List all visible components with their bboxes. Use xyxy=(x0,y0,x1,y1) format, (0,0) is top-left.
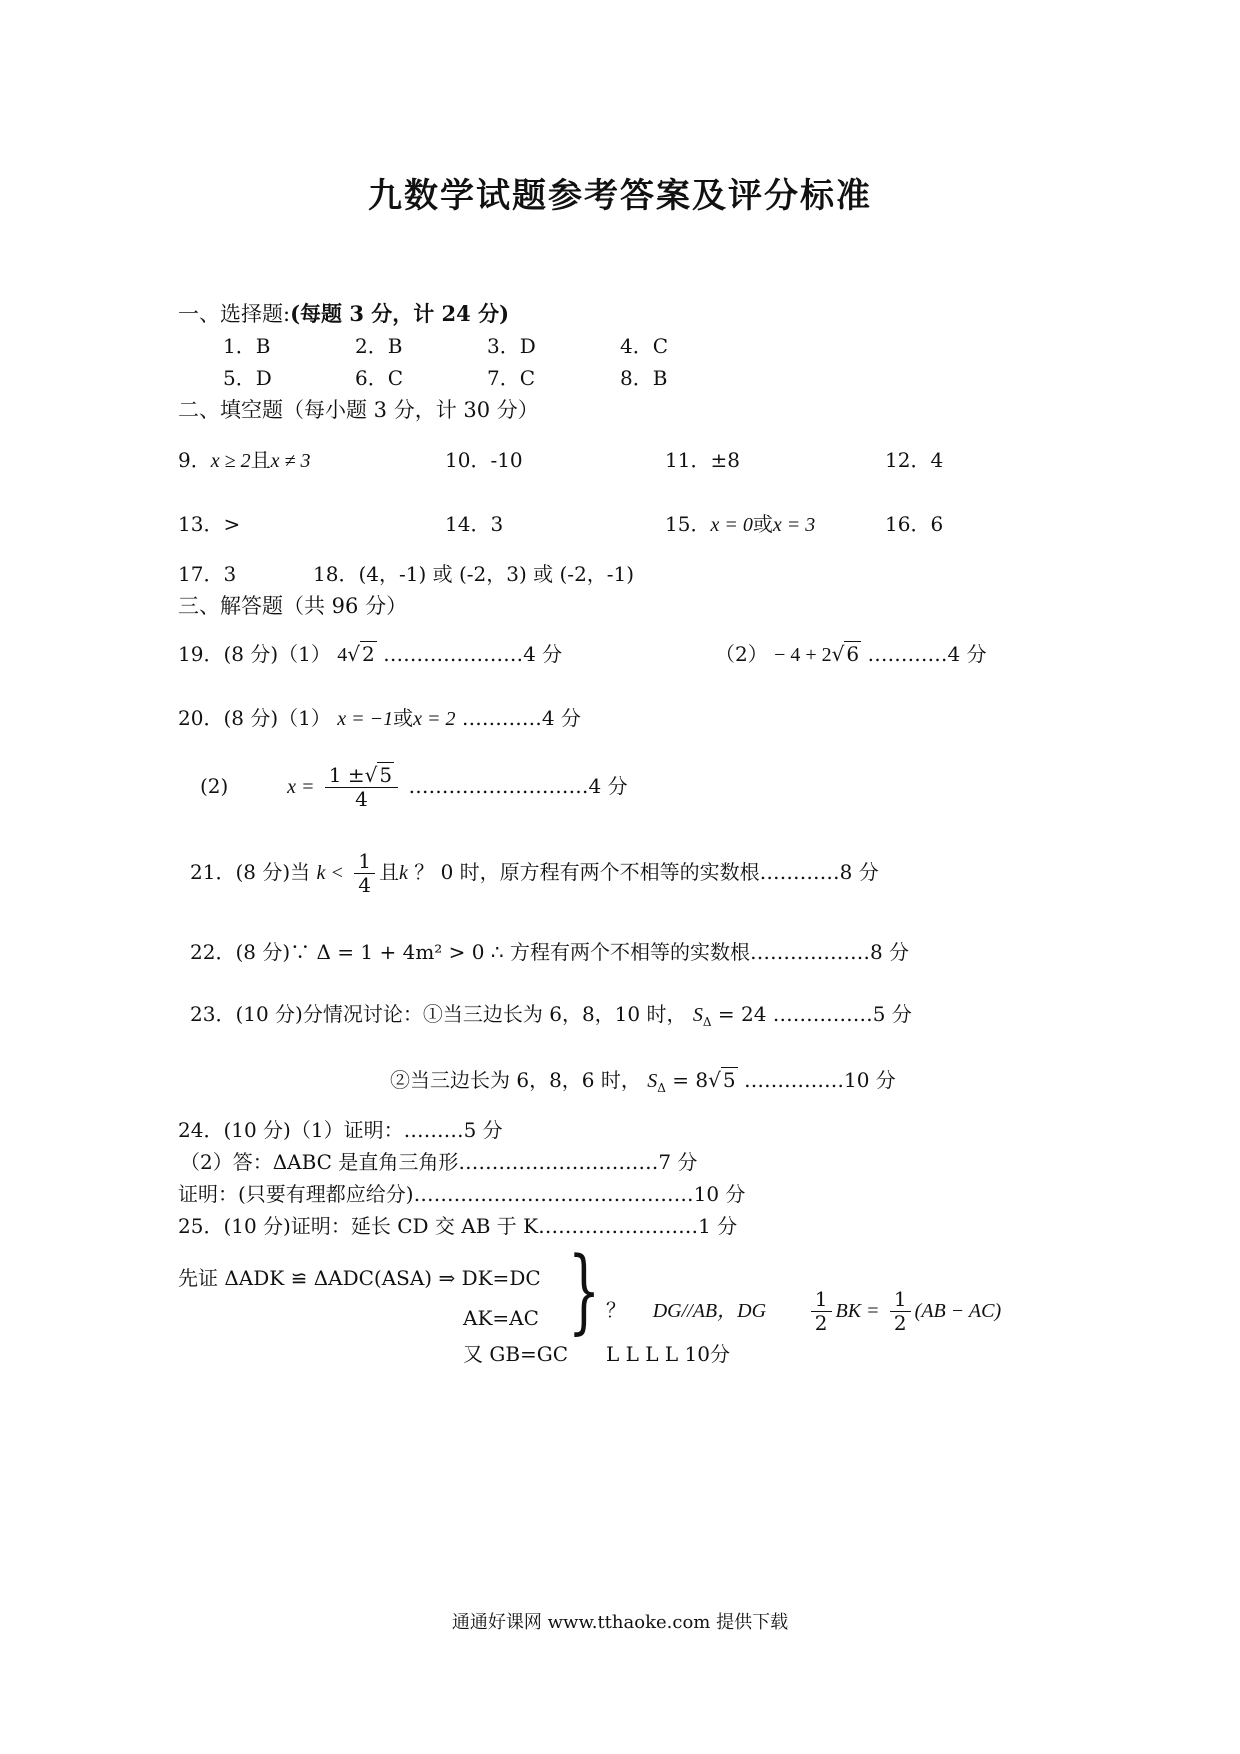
answer-24-part2: （2）答：ΔABC 是直角三角形…………………………7 分 xyxy=(180,1150,698,1174)
fill-answer-16: 16．6 xyxy=(885,512,944,536)
page-title: 九数学试题参考答案及评分标准 xyxy=(368,176,872,216)
right-brace: } xyxy=(568,1237,601,1344)
answer-25-step2: AK=AC xyxy=(463,1306,539,1330)
choice-answer: 7．C xyxy=(487,366,536,390)
choice-answer: 3．D xyxy=(487,334,536,358)
answer-19-part1: 19．(8 分)（1） 4√ 2 …………………4 分 xyxy=(178,642,563,666)
answer-19-part2: （2） − 4 + 2√ 6 …………4 分 xyxy=(715,642,987,666)
section-choice-note: (每题 3 分，计 24 分) xyxy=(290,301,510,326)
answer-22: 22．(8 分)∵ Δ = 1 + 4m² > 0 ∴ 方程有两个不相等的实数根………………8 分 xyxy=(190,940,910,964)
choice-answer: 5．D xyxy=(223,366,272,390)
answer-25-heading: 25．(10 分)证明：延长 CD 交 AB 于 K……………………1 分 xyxy=(178,1214,738,1238)
sqrt-expression: √ 2 xyxy=(347,642,375,666)
sqrt-expression: √ 5 xyxy=(708,1068,736,1092)
answer-25-step1: 先证 ΔADK ≌ ΔADC(ASA) ⇒ DK=DC xyxy=(178,1266,541,1290)
answer-21: 21．(8 分)当 k < $\frac{1}{4}$ 且k ？ 0 时，原方程有两个不相等的实数根…………8 分 xyxy=(190,849,879,897)
answer-23-case1: 23．(10 分)分情况讨论：①当三边长为 6，8，10 时， $S_\Delta = 24$ ……………5 分 xyxy=(190,1002,912,1029)
answer-20-part1: 20．(8 分)（1） x = −1或x = 2 …………4 分 xyxy=(178,706,581,730)
answer-24-part1: 24．(10 分)（1）证明：………5 分 xyxy=(178,1118,503,1142)
choice-answer: 4．C xyxy=(620,334,669,358)
fraction: $\frac{1}{2}$ xyxy=(890,1288,911,1335)
fill-answer-14: 14．3 xyxy=(445,512,504,536)
answer-25-conclusion: ？ DG//AB，DG $\frac{1}{2}$ BK = $\frac{1}{2}$ (AB − AC) xyxy=(606,1287,1002,1335)
fill-answer-11: 11．±8 xyxy=(665,448,740,472)
choice-answer: 6．C xyxy=(355,366,404,390)
answer-20-part2: (2) x = $\frac{1 \pm√ 5}{4}$ ………………………4 分 xyxy=(200,763,628,811)
section-solve-heading: 三、解答题（共 96 分） xyxy=(178,594,408,618)
fill-answer-9: 9．x ≥ 2且x ≠ 3 xyxy=(178,448,311,472)
sqrt-expression: √ 6 xyxy=(831,642,860,666)
fill-answer-17: 17．3 xyxy=(178,562,237,586)
fill-answer-15: 15．x = 0或x = 3 xyxy=(665,512,816,536)
fill-answer-12: 12．4 xyxy=(885,448,944,472)
fraction: $\frac{1}{4}$ xyxy=(354,850,375,897)
answer-25-step3: 又 GB=GC xyxy=(463,1342,569,1366)
fill-answer-13: 13．> xyxy=(178,512,241,536)
fill-answer-10: 10．-10 xyxy=(445,448,523,472)
section-fill-heading: 二、填空题（每小题 3 分，计 30 分） xyxy=(178,398,539,422)
choice-answer: 2．B xyxy=(355,334,403,358)
section-choice-label: 一、选择题: xyxy=(178,302,291,326)
fraction: $\frac{1}{2}$ xyxy=(811,1288,832,1335)
answer-24-proof: 证明：(只要有理都应给分)……………………………………10 分 xyxy=(178,1182,746,1206)
choice-answer: 8．B xyxy=(620,366,668,390)
answer-23-case2: ②当三边长为 6，8，6 时， $S_\Delta = 8√$ 5 ……………10 分 xyxy=(390,1068,896,1095)
fill-answer-18: 18．(4，-1) 或 (-2，3) 或 (-2，-1) xyxy=(313,562,635,586)
footer-credit: 通通好课网 www.tthaoke.com 提供下载 xyxy=(451,1612,789,1633)
answer-25-score: L L L L 10分 xyxy=(606,1342,731,1366)
section-choice-heading xyxy=(178,298,509,328)
choice-answer: 1．B xyxy=(223,334,271,358)
fraction: $\frac{1 \pm√ 5}{4}$ xyxy=(325,764,398,811)
